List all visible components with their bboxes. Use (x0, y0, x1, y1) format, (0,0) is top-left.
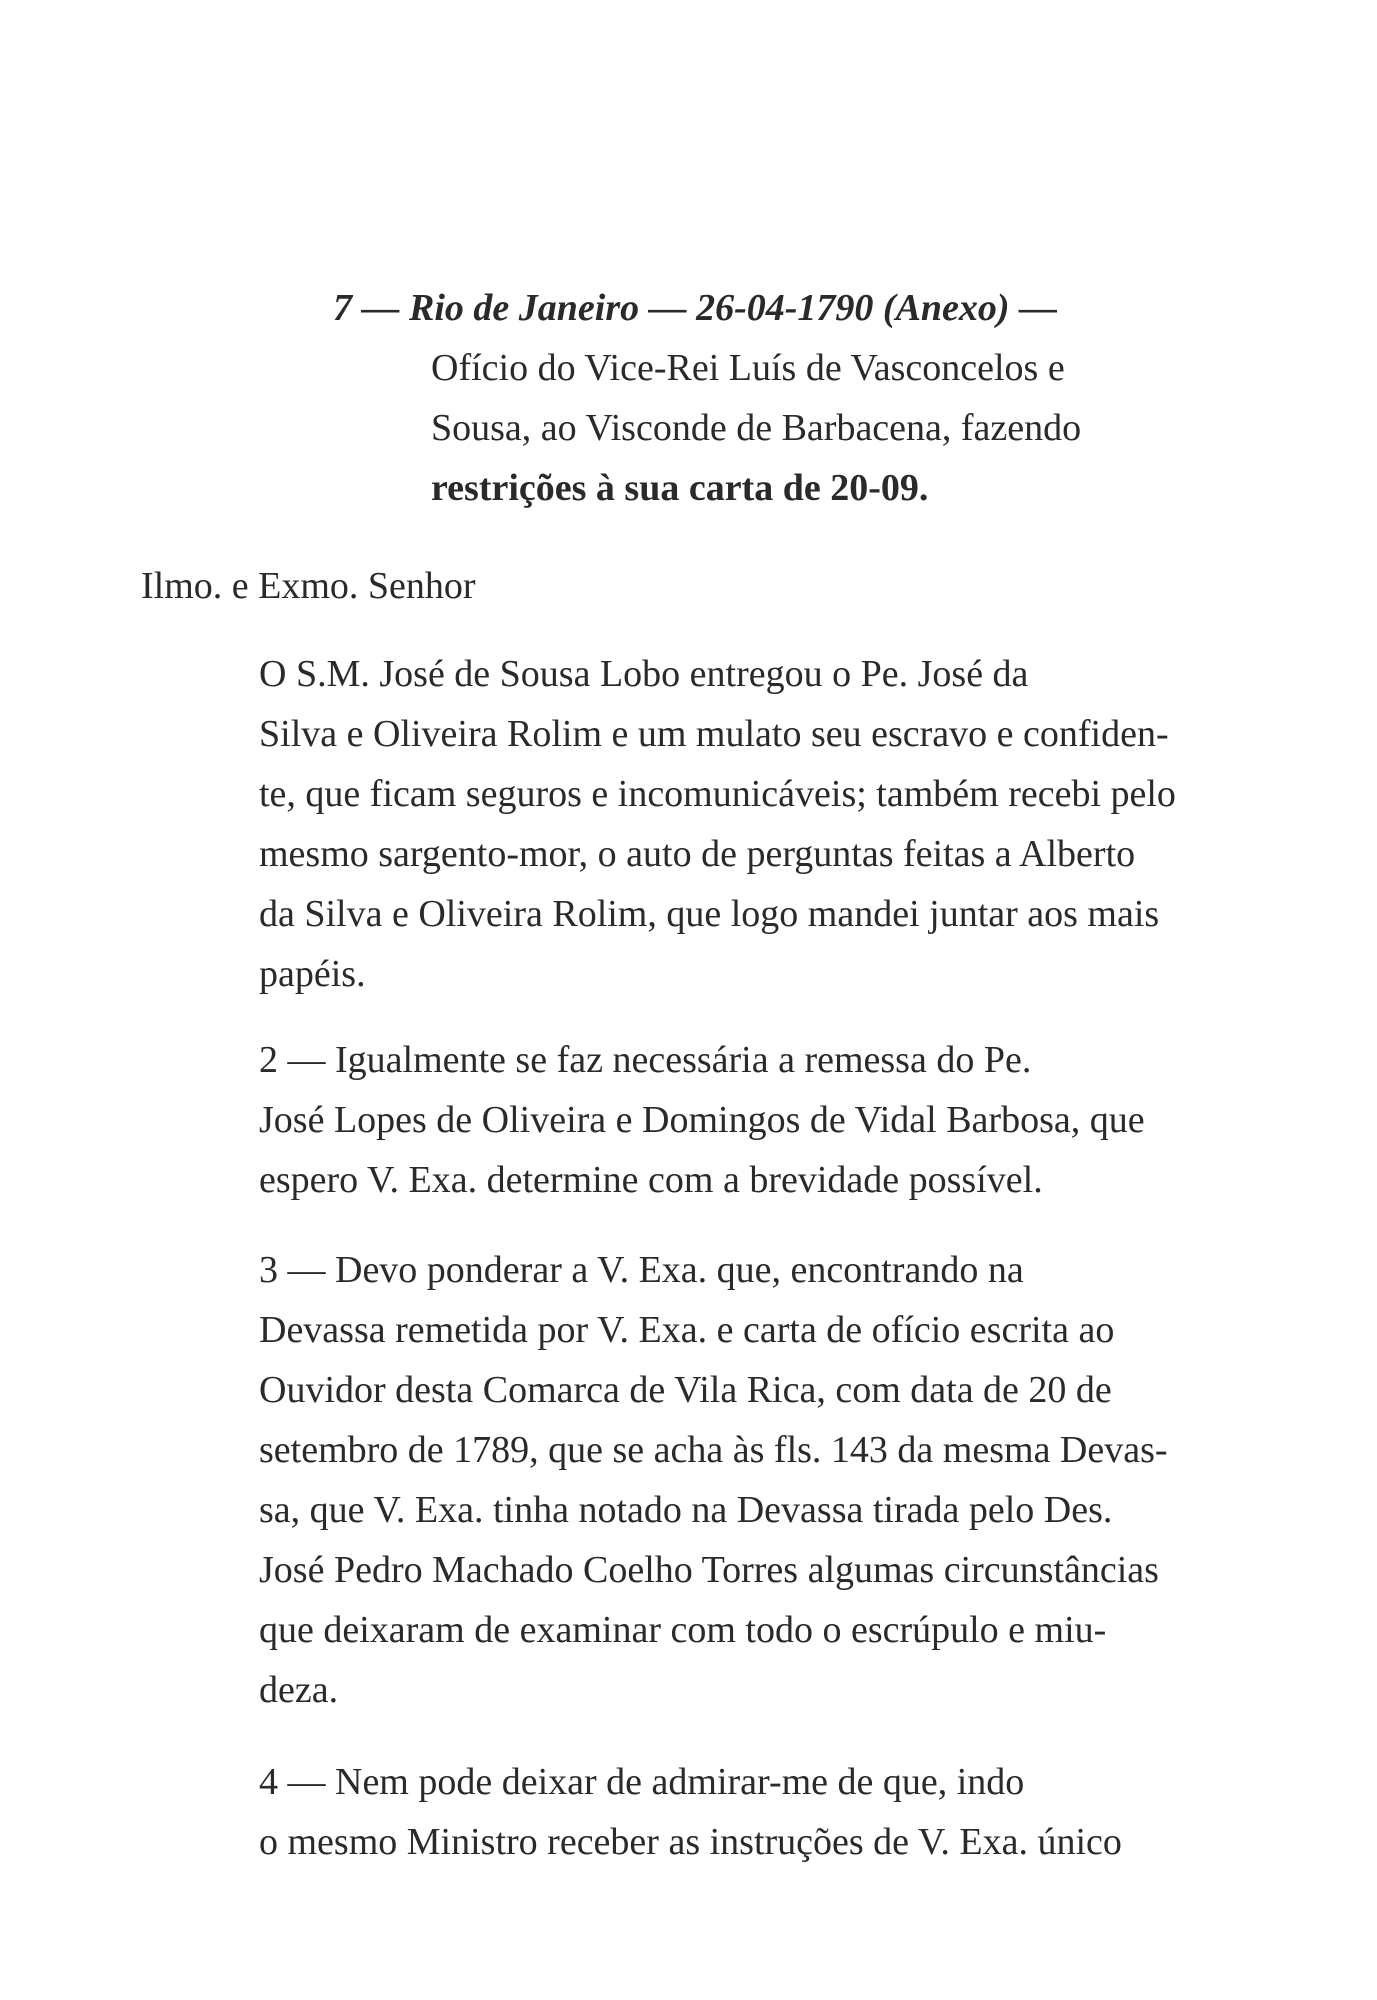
paragraph-line: 3 — Devo ponderar a V. Exa. que, encontrando na (259, 1249, 1024, 1291)
paragraph-line: 2 — Igualmente se faz necessária a remessa do Pe. (259, 1039, 1032, 1081)
paragraph-3 (141, 1240, 1261, 1720)
heading-description (333, 338, 1263, 518)
paragraph-line: Devassa remetida por V. Exa. e carta de ofício escrita ao (259, 1309, 1115, 1351)
salutation: Ilmo. e Exmo. Senhor (141, 565, 476, 607)
heading-description-line: Sousa, ao Visconde de Barbacena, fazendo (431, 407, 1082, 449)
paragraph-line: José Pedro Machado Coelho Torres algumas circunstâncias (259, 1549, 1159, 1591)
paragraph-line: setembro de 1789, que se acha às fls. 143 da mesma Devas- (259, 1429, 1168, 1471)
paragraph-line: deza. (259, 1669, 339, 1711)
document-heading (333, 278, 1263, 518)
paragraph-line: te, que ficam seguros e incomunicáveis; também recebi pelo (259, 773, 1176, 815)
paragraph-line: O S.M. José de Sousa Lobo entregou o Pe. José da (259, 653, 1029, 695)
paragraph-line: José Lopes de Oliveira e Domingos de Vidal Barbosa, que (259, 1099, 1145, 1141)
paragraph-line: o mesmo Ministro receber as instruções de V. Exa. único (259, 1821, 1122, 1863)
paragraph-line: mesmo sargento-mor, o auto de perguntas feitas a Alberto (259, 833, 1136, 875)
heading-title-line: 7 — Rio de Janeiro — 26-04-1790 (Anexo) — (333, 287, 1058, 329)
heading-description-line: Ofício do Vice-Rei Luís de Vasconcelos e (431, 347, 1065, 389)
paragraph-4 (141, 1752, 1261, 1872)
paragraph-line: 4 — Nem pode deixar de admirar-me de que, indo (259, 1761, 1025, 1803)
paragraph-1 (141, 644, 1261, 1004)
paragraph-line: espero V. Exa. determine com a brevidade possível. (259, 1159, 1043, 1201)
paragraph-line: papéis. (259, 953, 366, 995)
paragraph-2 (141, 1030, 1261, 1210)
paragraph-line: Silva e Oliveira Rolim e um mulato seu escravo e confiden- (259, 713, 1169, 755)
heading-description-line: restrições à sua carta de 20-09. (431, 467, 929, 509)
paragraph-line: da Silva e Oliveira Rolim, que logo mandei juntar aos mais (259, 893, 1160, 935)
paragraph-line: que deixaram de examinar com todo o escrúpulo e miu- (259, 1609, 1107, 1651)
paragraph-line: sa, que V. Exa. tinha notado na Devassa tirada pelo Des. (259, 1489, 1113, 1531)
paragraph-line: Ouvidor desta Comarca de Vila Rica, com data de 20 de (259, 1369, 1112, 1411)
